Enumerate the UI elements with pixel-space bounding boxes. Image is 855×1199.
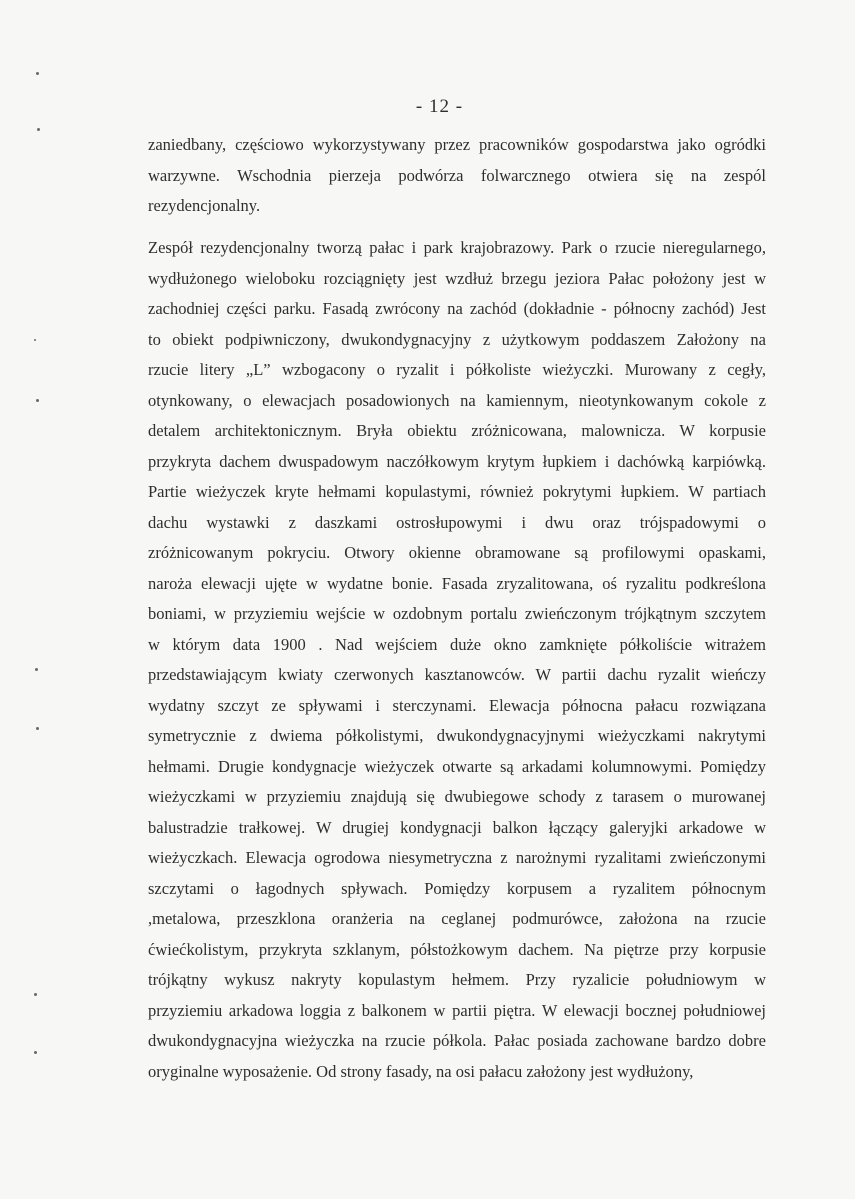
text-line: wydatny szczyt ze spływami i sterczynami. Elewacja północna pałacu rozwiązana: [148, 695, 766, 715]
text-line: oryginalne wyposażenie. Od strony fasady, na osi pałacu założony jest wydłużony,: [148, 1061, 694, 1081]
text-line: wieżyczkach. Elewacja ogrodowa niesymetryczna z narożnymi ryzalitami zwieńczonymi: [148, 848, 766, 867]
text-line: przykryta dachem dwuspadowym naczółkowym krytym łupkiem i dachówką karpiówką.: [148, 451, 766, 471]
text-line: zachodniej części parku. Fasadą zwrócony na zachód (dokładnie - północny zachód) Jest: [148, 299, 766, 318]
text-line: balustradzie trałkowej. W drugiej kondygnacji balkon łączący galeryjki arkadowe w: [148, 817, 766, 837]
text-line: Zespół rezydencjonalny tworzą pałac i park krajobrazowy. Park o rzucie nieregularnego,: [148, 238, 766, 257]
text-line: dachu wystawki z daszkami ostrosłupowymi i dwu oraz trójspadowymi o: [148, 512, 766, 532]
speck: [34, 993, 37, 996]
text-line: to obiekt podpiwniczony, dwukondygnacyjny z użytkowym poddaszem Założony na: [148, 329, 766, 349]
text-line: wieżyczkami w przyziemiu znajdują się dwubiegowe schody z tarasem o murowanej: [148, 787, 766, 806]
text-line: otynkowany, o elewacjach posadowionych na kamiennym, nieotynkowanym cokole z: [148, 390, 766, 410]
text-line: rezydencjonalny.: [148, 196, 261, 215]
paragraph-1: [148, 130, 766, 222]
speck: [36, 727, 39, 730]
speck: [34, 339, 36, 341]
text-line: zaniedbany, częściowo wykorzystywany przez pracowników gospodarstwa jako ogródki: [148, 135, 766, 154]
text-line: w którym data 1900 . Nad wejściem duże okno zamknięte półkoliście witrażem: [148, 634, 766, 654]
speck: [36, 72, 39, 75]
speck: [37, 128, 40, 131]
text-line: zróżnicowanym pokryciu. Otwory okienne obramowane są profilowymi opaskami,: [148, 543, 766, 562]
text-line: dwukondygnacyjna wieżyczka na rzucie półkola. Pałac posiada zachowane bardzo dobre: [148, 1031, 766, 1050]
text-line: symetrycznie z dwiema półkolistymi, dwukondygnacyjnymi wieżyczkami nakrytymi: [148, 726, 766, 745]
text-line: przedstawiającym kwiaty czerwonych kasztanowców. W partii dachu ryzalit wieńczy: [148, 665, 766, 684]
text-line: ćwiećkolistym, przykryta szklanym, półstożkowym dachem. Na piętrze przy korpusie: [148, 939, 766, 959]
speck: [35, 668, 38, 671]
speck: [34, 1051, 37, 1054]
page-number: - 12 -: [415, 96, 464, 117]
text-line: ,metalowa, przeszklona oranżeria na ceglanej podmurówce, założona na rzucie: [148, 909, 766, 928]
text-line: boniami, w przyziemiu wejście w ozdobnym portalu zwieńczonym trójkątnym szczytem: [148, 604, 766, 623]
text-line: Partie wieżyczek kryte hełmami kopulastymi, również pokrytymi łupkiem. W partiach: [148, 482, 766, 501]
text-line: detalem architektonicznym. Bryła obiektu zróżnicowana, malownicza. W korpusie: [148, 421, 766, 440]
text-line: rzucie litery „L” wzbogacony o ryzalit i półkoliste wieżyczki. Murowany z cegły,: [148, 360, 766, 379]
paragraph-2: [148, 233, 766, 1087]
text-line: warzywne. Wschodnia pierzeja podwórza folwarcznego otwiera się na zespól: [148, 165, 766, 185]
text-line: przyziemiu arkadowa loggia z balkonem w partii piętra. W elewacji bocznej południowej: [148, 1000, 766, 1020]
text-line: trójkątny wykusz nakryty kopulastym hełmem. Przy ryzalicie południowym w: [148, 970, 766, 989]
text-line: wydłużonego wieloboku rozciągnięty jest wzdłuż brzegu jeziora Pałac położony jest w: [148, 268, 766, 288]
text-line: hełmami. Drugie kondygnacje wieżyczek otwarte są arkadami kolumnowymi. Pomiędzy: [148, 756, 766, 776]
speck: [36, 399, 39, 402]
text-line: szczytami o łagodnych spływach. Pomiędzy korpusem a ryzalitem północnym: [148, 878, 766, 898]
text-line: naroża elewacji ujęte w wydatne bonie. Fasada zryzalitowana, oś ryzalitu podkreślona: [148, 573, 766, 593]
